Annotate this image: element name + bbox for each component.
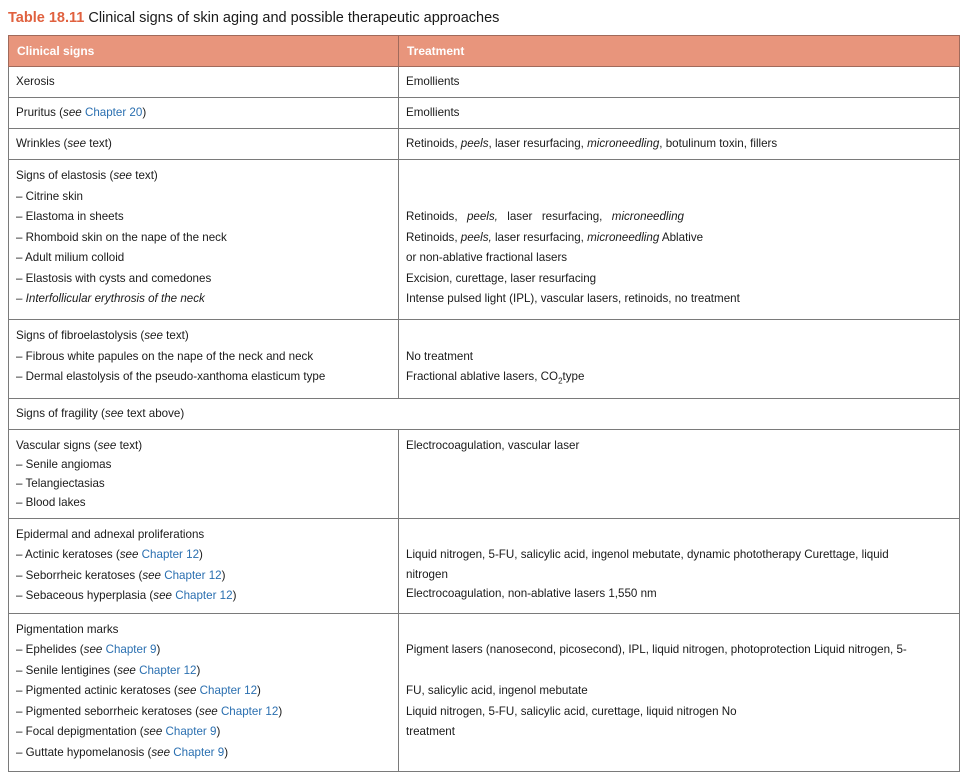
chapter-link[interactable]: Chapter 20 — [84, 105, 143, 119]
chapter-link[interactable]: Chapter 12 — [141, 548, 200, 562]
list-item: – Pigmented seborrheic keratoses (see Chapter 12) — [16, 704, 283, 718]
list-item: – Telangiectasias — [16, 476, 105, 490]
chapter-link[interactable]: Chapter 12 — [164, 568, 222, 582]
list-item: – Sebaceous hyperplasia (see Chapter 12) — [16, 589, 237, 603]
treatment-cell: Emollients — [399, 98, 960, 129]
sign-cell: Pruritus (see Chapter 20) — [9, 98, 399, 129]
table-row — [9, 429, 960, 518]
table-row — [9, 320, 960, 399]
list-item: – Elastoma in sheets — [16, 210, 124, 223]
table-row — [9, 398, 960, 429]
clinical-signs-table — [8, 35, 960, 772]
table-row — [9, 613, 960, 771]
sign-cell: Signs of fibroelastolysis (see text) – Fibrous white papules on the nape of the neck and neck – Dermal elastolysis of the pseudo-xanthoma elasticum type — [9, 320, 399, 399]
list-item: – Guttate hypomelanosis (see Chapter 9) — [16, 745, 229, 759]
table-title: Clinical signs of skin aging and possible therapeutic approaches — [88, 10, 500, 26]
table-row — [9, 67, 960, 98]
list-item: – Senile angiomas — [16, 457, 112, 471]
treatment-cell: No treatment Fractional ablative lasers, $CO_2type$ — [399, 320, 960, 399]
chapter-link[interactable]: Chapter 12 — [139, 663, 197, 677]
table-caption — [8, 10, 499, 26]
treatment-cell: Retinoids, peels, laser resurfacing, microneedling, botulinum toxin, fillers — [399, 129, 960, 160]
chapter-link[interactable]: Chapter 9 — [173, 745, 225, 759]
header-clinical-signs: Clinical signs — [9, 36, 399, 67]
table-number: Table 18.11 — [8, 10, 85, 26]
sign-cell: Wrinkles (see text) — [9, 129, 399, 160]
header-row — [9, 36, 960, 67]
list-item: – Elastosis with cysts and comedones — [16, 271, 212, 285]
list-item: – Actinic keratoses (see Chapter 12) — [16, 548, 203, 562]
treatment-cell: Pigment lasers (nanosecond, picosecond), IPL, liquid nitrogen, photoprotection Liquid nitrogen, 5- FU, salicylic acid, ingenol mebutate Liquid nitrogen, 5-FU, salicylic acid, curettage, liquid nitrogen No treatment — [399, 613, 960, 771]
list-item: – Pigmented actinic keratoses (see Chapter 12) — [16, 684, 261, 698]
list-item: – Blood lakes — [16, 495, 86, 509]
sign-cell: Signs of fragility (see text above) — [9, 398, 960, 429]
list-item: – Dermal elastolysis of the pseudo-xanthoma elasticum type — [16, 370, 326, 383]
sign-cell: Signs of elastosis (see text) – Citrine skin – Elastoma in sheets – Rhomboid skin on the nape of the neck – Adult milium colloid – Elastosis with cysts and comedones – Interfollicular erythrosis of the neck — [9, 160, 399, 320]
table-row — [9, 160, 960, 320]
sign-cell: Xerosis — [9, 67, 399, 98]
list-item: – Focal depigmentation (see Chapter 9) — [16, 725, 221, 739]
treatment-cell: Electrocoagulation, vascular laser — [399, 429, 960, 518]
list-item: – Ephelides (see Chapter 9) — [16, 643, 161, 657]
sign-cell: Epidermal and adnexal proliferations – Actinic keratoses (see Chapter 12) – Seborrheic keratoses (see Chapter 12) – Sebaceous hyperplasia (see Chapter 12) — [9, 518, 399, 613]
treatment-cell: Retinoids, peels, laser resurfacing, microneedling Retinoids, peels, laser resurfacing, microneedling Ablative or non-ablative fractional lasers Excision, curettage, laser resurfacing Intense pulsed light (IPL), vascular lasers, retinoids, no treatment — [399, 160, 960, 320]
list-item: – Seborrheic keratoses (see Chapter 12) — [16, 568, 226, 582]
chapter-link[interactable]: Chapter 9 — [165, 725, 217, 739]
list-item: – Citrine skin — [16, 189, 84, 203]
treatment-cell: Liquid nitrogen, 5-FU, salicylic acid, ingenol mebutate, dynamic phototherapy Curettage, liquid nitrogen Electrocoagulation, non-ablative lasers 1,550 nm — [399, 518, 960, 613]
chapter-link[interactable]: Chapter 12 — [199, 684, 258, 698]
sign-cell: Vascular signs (see text) – Senile angiomas – Telangiectasias – Blood lakes — [9, 429, 399, 518]
table-row — [9, 518, 960, 613]
table-row — [9, 98, 960, 129]
chapter-link[interactable]: Chapter 12 — [220, 704, 279, 718]
header-treatment: Treatment — [399, 36, 960, 67]
list-item: – Interfollicular erythrosis of the neck — [16, 292, 205, 305]
list-item: – Adult milium colloid — [16, 251, 125, 264]
chapter-link[interactable]: Chapter 12 — [175, 589, 233, 603]
table-row — [9, 129, 960, 160]
treatment-cell: Emollients — [399, 67, 960, 98]
list-item: – Fibrous white papules on the nape of the neck and neck — [16, 349, 314, 363]
chapter-link[interactable]: Chapter 9 — [105, 643, 157, 657]
list-item: – Rhomboid skin on the nape of the neck — [16, 230, 227, 244]
list-item: – Senile lentigines (see Chapter 12) — [16, 663, 201, 677]
sign-cell: Pigmentation marks – Ephelides (see Chapter 9) – Senile lentigines (see Chapter 12) – Pigmented actinic keratoses (see Chapter 12) – Pigmented seborrheic keratoses (see Chapter 12) – Focal depigmentation (see Chapter 9) – Guttate hypomelanosis (see Chapter 9) — [9, 613, 399, 771]
